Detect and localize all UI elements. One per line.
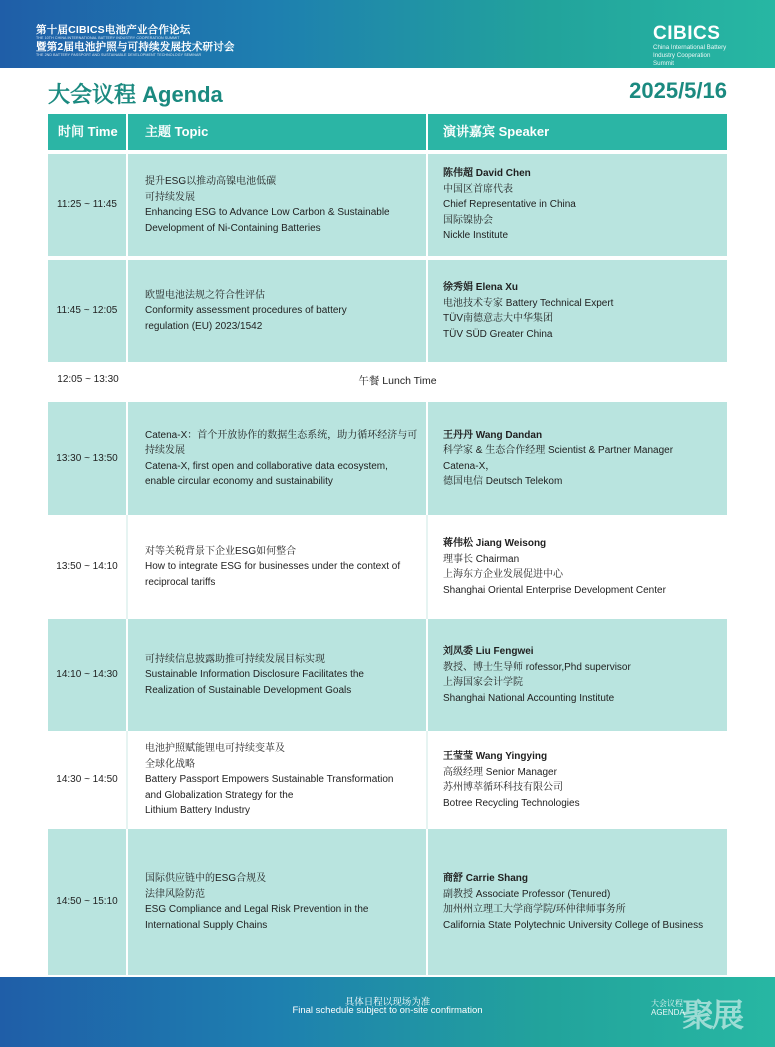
topic-line: regulation (EU) 2023/1542	[145, 320, 263, 332]
header-time: 时间 Time	[48, 114, 128, 150]
speaker-line: 中国区首席代表	[443, 183, 513, 195]
session-speaker	[428, 515, 727, 619]
topic-line: Development of Ni-Containing Batteries	[145, 222, 321, 234]
speaker-line: 国际镍协会	[443, 214, 493, 226]
speaker-line: 理事长 Chairman	[443, 553, 520, 565]
session-topic	[128, 515, 428, 619]
topic-line: Enhancing ESG to Advance Low Carbon & Sustainable	[145, 207, 390, 218]
session-speaker	[428, 619, 727, 731]
topic-line: 可持续发展	[145, 191, 195, 203]
table-row	[48, 402, 727, 515]
table-row	[48, 731, 727, 829]
topic-line: Catena-X, first open and collaborative data ecosystem,	[145, 460, 388, 472]
topic-line: 可持续信息披露助推可持续发展目标实现	[145, 653, 325, 665]
session-topic	[128, 402, 428, 515]
topic-line: Catena-X：首个开放协作的数据生态系统，助力循环经济与可	[145, 429, 418, 441]
speaker-line: Shanghai National Accounting Institute	[443, 692, 615, 704]
session-time: 13:50 ~ 14:10	[48, 515, 128, 619]
session-time: 11:25 ~ 11:45	[48, 154, 128, 256]
speaker-line: 苏州博萃循环科技有限公司	[443, 782, 563, 793]
speaker-line: 上海国家会计学院	[443, 677, 523, 688]
session-speaker	[428, 731, 727, 829]
topic-line: 对等关税背景下企业ESG如何整合	[145, 545, 297, 557]
table-row	[48, 260, 727, 362]
speaker-name: 王莹莹 Wang Yingying	[443, 751, 548, 762]
topic-line: How to integrate ESG for businesses under the context of	[145, 561, 401, 573]
speaker-name: 王丹丹 Wang Dandan	[443, 429, 543, 441]
speaker-name: 蒋伟松 Jiang Weisong	[443, 538, 547, 549]
speaker-line: 上海东方企业发展促进中心	[443, 569, 563, 580]
topic-line: 法律风险防范	[145, 888, 205, 900]
event-date: 2025/5/16	[629, 78, 727, 103]
topic-line: Lithium Battery Industry	[145, 805, 251, 817]
forum-title-block	[36, 24, 235, 58]
topic-line: Sustainable Information Disclosure Facilitates the	[145, 669, 364, 681]
topic-line: and Globalization Strategy for the	[145, 789, 294, 801]
session-time: 14:50 ~ 15:10	[48, 829, 128, 975]
footer-banner	[0, 977, 775, 1047]
speaker-line: 德国电信 Deutsch Telekom	[443, 476, 563, 487]
forum-subtitle-1: THE 10TH CHINA INTERNATIONAL BATTERY INDUSTRY COOPERATION SUMMIT	[36, 36, 180, 40]
speaker-line: TÜV SÜD Greater China	[443, 328, 553, 340]
speaker-line: 教授、博士生导师 rofessor,Phd supervisor	[443, 661, 631, 673]
lunch-label: 午餐 Lunch Time	[358, 374, 437, 387]
footer-note-en: Final schedule subject to on-site confirmation	[292, 1005, 483, 1016]
session-topic	[128, 731, 428, 829]
session-time: 11:45 ~ 12:05	[48, 260, 128, 362]
session-time: 14:10 ~ 14:30	[48, 619, 128, 731]
session-time: 13:30 ~ 13:50	[48, 402, 128, 515]
session-speaker	[428, 260, 727, 362]
table-header-row	[48, 114, 727, 150]
session-topic	[128, 619, 428, 731]
topic-line: 持续发展	[145, 445, 185, 456]
lunch-row	[48, 362, 727, 398]
header-banner	[0, 0, 775, 68]
speaker-line: TÜV南德意志大中华集团	[443, 313, 553, 324]
speaker-name: 陈伟超 David Chen	[443, 168, 531, 180]
session-time: 14:30 ~ 14:50	[48, 731, 128, 829]
forum-subtitle-2: THE 2ND BATTERY PASSPORT AND SUSTAINABLE DEVELOPMENT TECHNOLOGY SEMINAR	[36, 53, 202, 57]
topic-line: 欧盟电池法规之符合性评估	[145, 289, 265, 301]
speaker-line: 加州州立理工大学商学院/环仲律师事务所	[443, 904, 626, 915]
speaker-line: Botree Recycling Technologies	[443, 797, 580, 809]
table-row	[48, 619, 727, 731]
speaker-line: 电池技术专家 Battery Technical Expert	[443, 297, 614, 309]
cibics-logo	[653, 24, 729, 68]
topic-line: 国际供应链中的ESG合规及	[145, 873, 267, 884]
header-topic: 主题 Topic	[128, 114, 428, 150]
lunch-time: 12:05 ~ 13:30	[57, 374, 119, 386]
topic-line: 提升ESG以推动高镍电池低碳	[145, 176, 277, 187]
footer-agenda-label	[651, 999, 685, 1017]
footer-agenda-cn: 大会议程	[651, 999, 683, 1008]
table-row	[48, 829, 727, 975]
session-topic	[128, 154, 428, 256]
topic-line: reciprocal tariffs	[145, 576, 216, 588]
topic-line: International Supply Chains	[145, 919, 268, 931]
session-topic	[128, 829, 428, 975]
session-speaker	[428, 154, 727, 256]
speaker-line: Nickle Institute	[443, 230, 509, 242]
forum-title-1: 第十届CIBICS电池产业合作论坛	[36, 24, 191, 36]
speaker-line: Catena-X，	[443, 460, 496, 472]
speaker-line: Chief Representative in China	[443, 199, 576, 211]
footer-agenda-en: AGENDA	[651, 1008, 685, 1017]
topic-line: enable circular economy and sustainability	[145, 476, 333, 487]
speaker-name: 商舒 Carrie Shang	[443, 873, 529, 884]
logo-text: CIBICS	[653, 23, 721, 44]
table-row	[48, 515, 727, 619]
footer-note-cn: 具体日程以现场为准	[344, 997, 431, 1008]
topic-line: 全球化战略	[145, 758, 195, 770]
table-row	[48, 154, 727, 256]
watermark-logo: 聚展	[682, 996, 743, 1034]
speaker-line: California State Polytechnic University College of Business	[443, 919, 704, 931]
topic-line: Realization of Sustainable Development Goals	[145, 684, 352, 696]
session-speaker	[428, 829, 727, 975]
speaker-name: 刘凤委 Liu Fengwei	[443, 646, 534, 657]
speaker-line: 副教授 Associate Professor (Tenured)	[443, 888, 611, 900]
topic-line: Battery Passport Empowers Sustainable Transformation	[145, 774, 394, 786]
header-speaker: 演讲嘉宾 Speaker	[443, 124, 550, 140]
topic-line: Conformity assessment procedures of battery	[145, 305, 347, 317]
topic-line: 电池护照赋能锂电可持续变革及	[145, 743, 285, 755]
session-topic	[128, 260, 428, 362]
page-title: 大会议程 Agenda	[48, 82, 223, 107]
forum-title-2: 暨第2届电池护照与可持续发展技术研讨会	[36, 41, 235, 53]
speaker-line: Shanghai Oriental Enterprise Development Center	[443, 584, 666, 596]
logo-subtitle: China International Battery Industry Cooperation Summit	[653, 44, 727, 67]
speaker-line: 科学家 & 生态合作经理 Scientist & Partner Manager	[443, 445, 674, 456]
speaker-name: 徐秀娟 Elena Xu	[443, 282, 519, 293]
topic-line: ESG Compliance and Legal Risk Prevention in the	[145, 904, 369, 915]
agenda-table	[48, 114, 727, 975]
speaker-line: 高级经理 Senior Manager	[443, 766, 557, 778]
session-speaker	[428, 402, 727, 515]
